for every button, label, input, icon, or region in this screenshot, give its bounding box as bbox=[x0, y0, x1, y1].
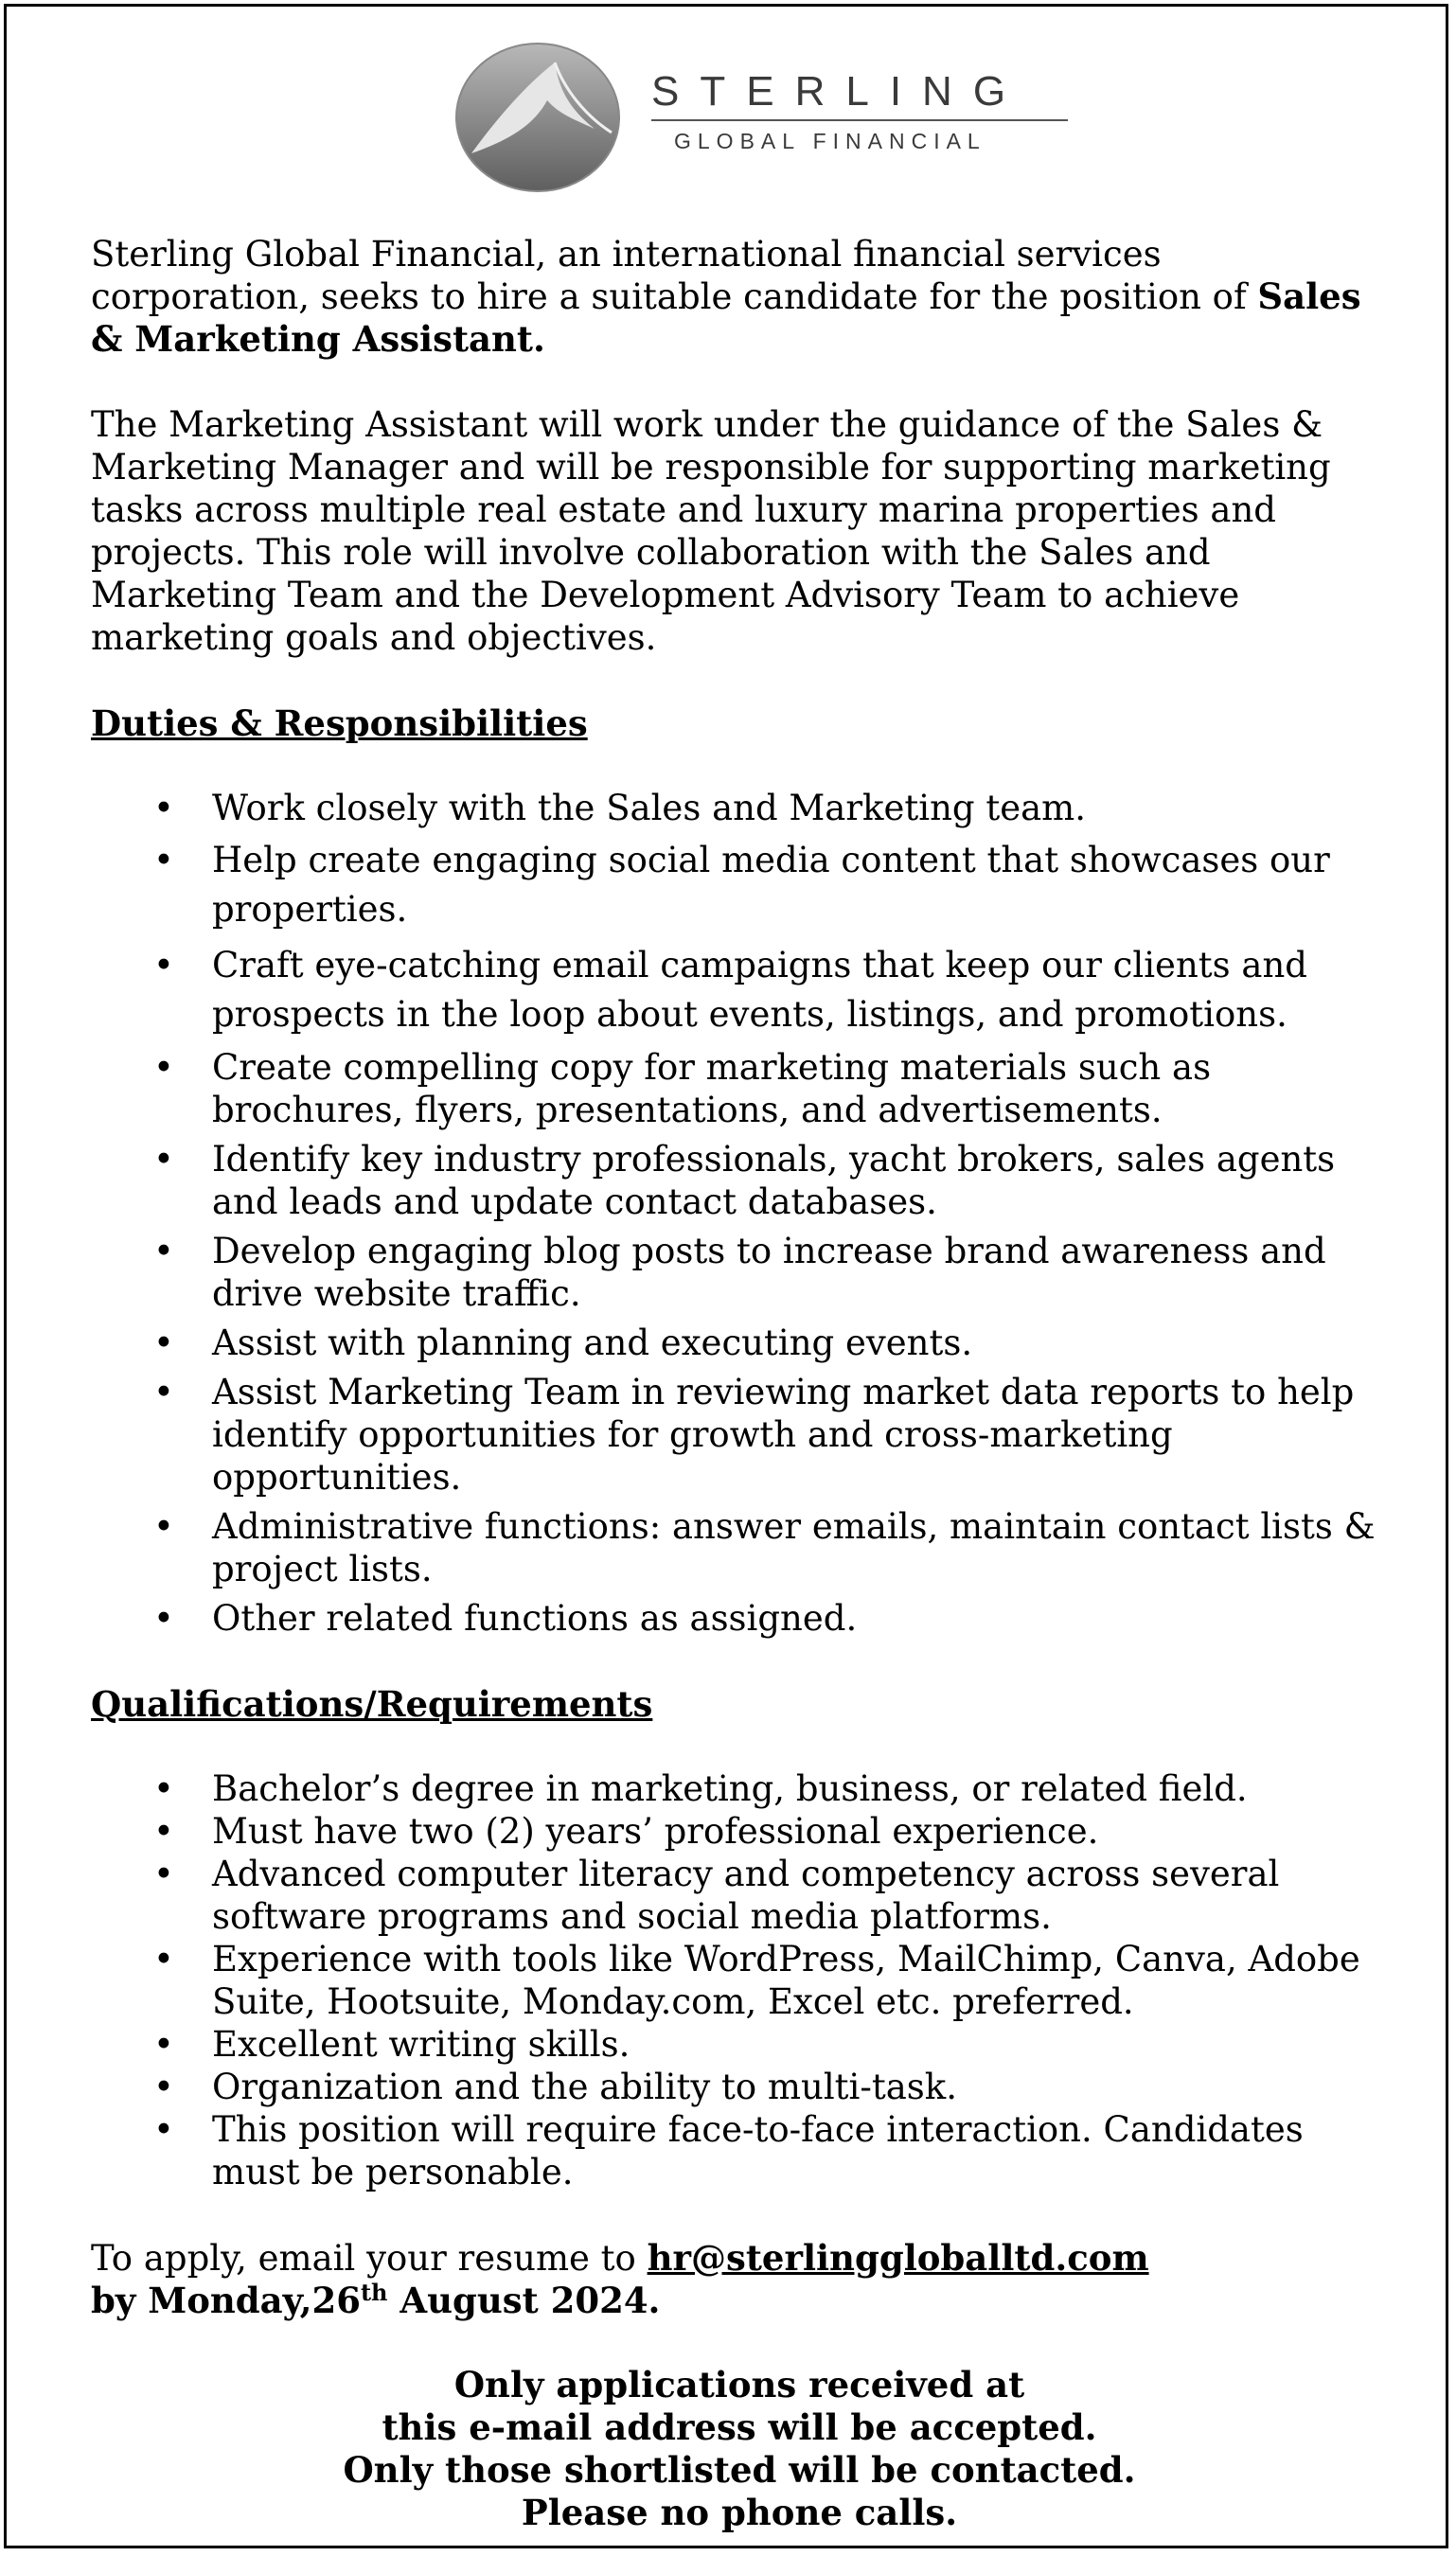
qualifications-list bbox=[91, 1767, 1388, 2193]
application-deadline: by Monday,26th August 2024. bbox=[91, 2279, 661, 2321]
list-item: • Administrative functions: answer emails, maintain contact lists & project lists. bbox=[153, 1506, 1376, 1589]
bullet-icon: • bbox=[153, 840, 174, 880]
bullet-icon: • bbox=[153, 1139, 174, 1180]
list-item: • Advanced computer literacy and competency across several software programs and social media platforms. bbox=[153, 1854, 1280, 1937]
bullet-icon: • bbox=[153, 1372, 174, 1412]
bullet-icon: • bbox=[153, 1506, 174, 1547]
bullet-icon: • bbox=[153, 2067, 174, 2107]
bullet-icon: • bbox=[153, 1939, 174, 1979]
bullet-icon: • bbox=[153, 1231, 174, 1271]
list-item: • Help create engaging social media content that showcases our properties. bbox=[91, 836, 1388, 934]
logo-wordmark: STERLING bbox=[651, 68, 1027, 115]
list-item: • Work closely with the Sales and Marketing team. bbox=[153, 788, 1087, 828]
list-item: • This position will require face-to-face interaction. Candidates must be personable. bbox=[153, 2109, 1304, 2192]
intro-text: Sterling Global Financial, an international financial services corporation, seeks to hire a suitable candidate for the position of bbox=[91, 234, 1258, 317]
logo-mark-icon bbox=[453, 42, 623, 193]
list-item: • Excellent writing skills. bbox=[153, 2024, 630, 2065]
duties-list bbox=[91, 787, 1388, 1640]
closing-line: Only applications received at bbox=[453, 2364, 1025, 2405]
list-item: • Must have two (2) years’ professional experience. bbox=[153, 1811, 1099, 1852]
list-item: • Assist with planning and executing events. bbox=[153, 1322, 973, 1363]
logo-divider bbox=[651, 119, 1068, 121]
list-item: • Experience with tools like WordPress, MailChimp, Canva, Adobe Suite, Hootsuite, Monday.com, Excel etc. preferred. bbox=[153, 1939, 1360, 2022]
bullet-icon: • bbox=[153, 1598, 174, 1639]
list-item: • Craft eye-catching email campaigns that keep our clients and prospects in the loop about events, listings, and promotions. bbox=[91, 941, 1388, 1039]
role-description: The Marketing Assistant will work under the guidance of the Sales & Marketing Manager and will be responsible for supporting marketing tasks across multiple real estate and luxury marina properties and projects. This role will involve collaboration with the Sales and Marketing Team and the Development Advisory Team to achieve marketing goals and objectives. bbox=[91, 404, 1331, 658]
list-item: • Bachelor’s degree in marketing, business, or related field. bbox=[153, 1768, 1248, 1809]
list-item: • Develop engaging blog posts to increase brand awareness and drive website traffic. bbox=[153, 1231, 1326, 1314]
duties-heading: Duties & Responsibilities bbox=[91, 702, 588, 744]
email-link[interactable]: hr@sterlinggloballtd.com bbox=[647, 2237, 1149, 2279]
qualifications-heading: Qualifications/Requirements bbox=[91, 1683, 653, 1725]
bullet-icon: • bbox=[153, 788, 174, 828]
list-item: • Assist Marketing Team in reviewing market data reports to help identify opportunities for growth and cross-marketing opportunities. bbox=[153, 1372, 1355, 1498]
bullet-icon: • bbox=[153, 1811, 174, 1852]
closing-line: this e-mail address will be accepted. bbox=[382, 2406, 1097, 2448]
apply-instructions bbox=[91, 2237, 1388, 2280]
list-item: • Create compelling copy for marketing materials such as brochures, flyers, presentations, and advertisements. bbox=[153, 1047, 1212, 1130]
bullet-icon: • bbox=[153, 945, 174, 985]
apply-text: To apply, email your resume to bbox=[91, 2238, 648, 2279]
closing-line: Please no phone calls. bbox=[521, 2492, 958, 2533]
closing-line: Only those shortlisted will be contacted. bbox=[343, 2449, 1136, 2491]
intro-paragraph bbox=[91, 233, 1388, 361]
bullet-icon: • bbox=[153, 2024, 174, 2065]
bullet-icon: • bbox=[153, 1768, 174, 1809]
list-item: • Identify key industry professionals, yacht brokers, sales agents and leads and update contact databases. bbox=[153, 1139, 1336, 1222]
bullet-icon: • bbox=[153, 2109, 174, 2150]
logo-tagline: GLOBAL FINANCIAL bbox=[674, 129, 986, 153]
job-posting bbox=[91, 233, 1388, 2534]
position-title: Sales & Marketing Assistant. bbox=[91, 275, 1361, 360]
closing-notice bbox=[91, 2364, 1388, 2534]
list-item: • Organization and the ability to multi-task. bbox=[153, 2067, 957, 2107]
company-logo bbox=[453, 42, 1096, 193]
list-item: • Other related functions as assigned. bbox=[153, 1598, 858, 1639]
bullet-icon: • bbox=[153, 1047, 174, 1088]
bullet-icon: • bbox=[153, 1854, 174, 1894]
bullet-icon: • bbox=[153, 1322, 174, 1363]
